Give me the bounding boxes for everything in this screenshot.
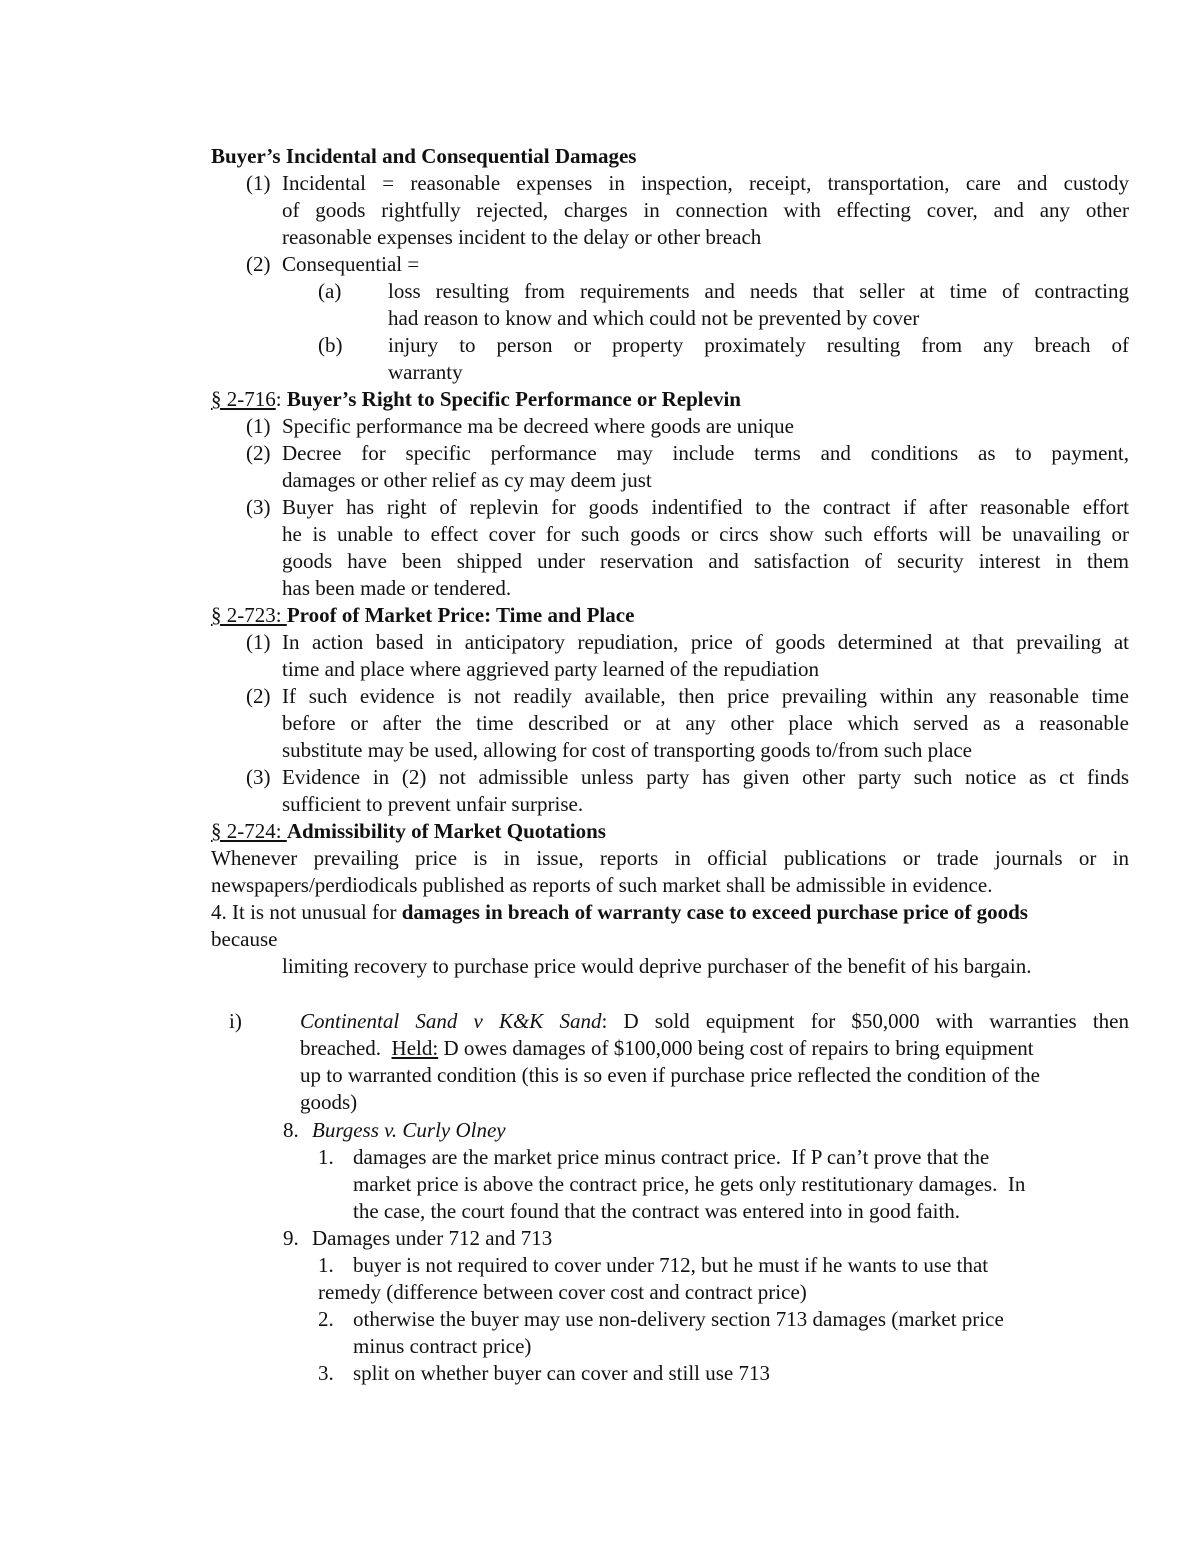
point-4-line-1: [211, 899, 1028, 926]
sub-a-line-2: had reason to know and which could not be prevented by cover: [388, 306, 920, 330]
para-line: Whenever prevailing price is in issue, reports in official publications or trade journals or in: [211, 846, 1129, 870]
incidental-line-2: of goods rightfully rejected, charges in connection with effecting cover, and any other: [282, 198, 1129, 222]
item-line: he is unable to effect cover for such goods or circs show such efforts will be unavailing or: [282, 522, 1129, 546]
item-line: If such evidence is not readily available, then price prevailing within any reasonable time: [282, 684, 1129, 708]
section-ref: § 2-716: [211, 387, 276, 411]
item-9-sub-number: 1.: [318, 1253, 334, 1277]
held-label: Held:: [391, 1036, 439, 1060]
heading-2-723: [211, 602, 634, 629]
case-line-1: [300, 1008, 1129, 1035]
section-ref: § 2-723:: [211, 603, 287, 627]
item-line: has been made or tendered.: [282, 576, 512, 600]
item-9-sub-line: otherwise the buyer may use non-delivery section 713 damages (market price: [353, 1307, 1004, 1331]
item-line: Specific performance ma be decreed where goods are unique: [282, 414, 794, 438]
item-line: time and place where aggrieved party learned of the repudiation: [282, 657, 820, 681]
item-9-sub-cont: remedy (difference between cover cost and contract price): [318, 1280, 807, 1304]
item-line: Evidence in (2) not admissible unless party has given other party such notice as ct finds: [282, 765, 1129, 789]
item-number: (3): [246, 495, 271, 519]
item-8-sub-number: 1.: [318, 1145, 334, 1169]
item-line: In action based in anticipatory repudiation, price of goods determined at that prevailing at: [282, 630, 1129, 654]
case-line-4: goods): [300, 1090, 358, 1114]
item-9-sub-line: split on whether buyer can cover and still use 713: [353, 1361, 770, 1385]
section-title: Admissibility of Market Quotations: [286, 819, 606, 843]
sub-b-line-1: injury to person or property proximately resulting from any breach of: [388, 333, 1129, 357]
case-label: i): [229, 1009, 242, 1033]
point-4-line-3: limiting recovery to purchase price would deprive purchaser of the benefit of his bargain.: [282, 954, 1032, 978]
consequential-label: Consequential =: [282, 252, 420, 276]
item-number: (2): [246, 252, 271, 276]
point-4-bold: damages in breach of warranty case to exceed purchase price of goods: [401, 900, 1028, 924]
case-line-2-lead: breached.: [300, 1036, 392, 1060]
sub-label-a: (a): [318, 279, 342, 303]
item-line: sufficient to prevent unfair surprise.: [282, 792, 584, 816]
item-line: goods have been shipped under reservation and satisfaction of security interest in them: [282, 549, 1129, 573]
item-number: (1): [246, 171, 271, 195]
section-title: Proof of Market Price: Time and Place: [286, 603, 635, 627]
section-ref: § 2-724:: [211, 819, 287, 843]
case-name: Continental Sand v K&K Sand: [300, 1009, 602, 1033]
case-line-3: up to warranted condition (this is so even if purchase price reflected the condition of the: [300, 1063, 1041, 1087]
item-line: Buyer has right of replevin for goods indentified to the contract if after reasonable effort: [282, 495, 1129, 519]
item-number: (3): [246, 765, 271, 789]
item-8-sub-line: damages are the market price minus contract price. If P can’t prove that the: [353, 1145, 990, 1169]
sub-b-line-2: warranty: [388, 360, 463, 384]
item-8-sub-line: the case, the court found that the contract was entered into in good faith.: [353, 1199, 961, 1223]
incidental-line-3: reasonable expenses incident to the delay or other breach: [282, 225, 762, 249]
sub-label-b: (b): [318, 333, 343, 357]
heading-2-724: [211, 818, 606, 845]
item-number: (2): [246, 441, 271, 465]
point-4-line-2: because: [211, 927, 278, 951]
point-4-lead: 4. It is not unusual for: [211, 900, 402, 924]
item-number: (1): [246, 630, 271, 654]
item-line: Decree for specific performance may include terms and conditions as to payment,: [282, 441, 1129, 465]
case-line-2: [300, 1035, 1034, 1062]
heading-buyer-damages: Buyer’s Incidental and Consequential Damages: [211, 144, 637, 168]
item-8-case-name: Burgess v. Curly Olney: [312, 1118, 506, 1142]
item-9-text: Damages under 712 and 713: [312, 1226, 553, 1250]
item-9-sub-cont: minus contract price): [353, 1334, 532, 1358]
item-9-sub-number: 3.: [318, 1361, 334, 1385]
sub-a-line-1: loss resulting from requirements and needs that seller at time of contracting: [388, 279, 1129, 303]
heading-2-716: [211, 386, 741, 413]
item-line: damages or other relief as cy may deem just: [282, 468, 652, 492]
item-9-number: 9.: [283, 1226, 299, 1250]
case-line-2-rest: D owes damages of $100,000 being cost of repairs to bring equipment: [438, 1036, 1034, 1060]
section-title: Buyer’s Right to Specific Performance or Replevin: [286, 387, 741, 411]
item-number: (1): [246, 414, 271, 438]
incidental-line-1: Incidental = reasonable expenses in inspection, receipt, transportation, care and custody: [282, 171, 1129, 195]
case-line-1-rest: : D sold equipment for $50,000 with warranties then: [601, 1009, 1129, 1033]
item-9-sub-number: 2.: [318, 1307, 334, 1331]
para-line: newspapers/perdiodicals published as reports of such market shall be admissible in evidence.: [211, 873, 993, 897]
item-line: substitute may be used, allowing for cost of transporting goods to/from such place: [282, 738, 972, 762]
section-ref-sep: :: [275, 387, 287, 411]
item-9-sub-line: buyer is not required to cover under 712, but he must if he wants to use that: [353, 1253, 989, 1277]
item-8-number: 8.: [283, 1118, 299, 1142]
item-number: (2): [246, 684, 271, 708]
item-8-sub-line: market price is above the contract price, he gets only restitutionary damages. In: [353, 1172, 1026, 1196]
item-line: before or after the time described or at any other place which served as a reasonable: [282, 711, 1129, 735]
